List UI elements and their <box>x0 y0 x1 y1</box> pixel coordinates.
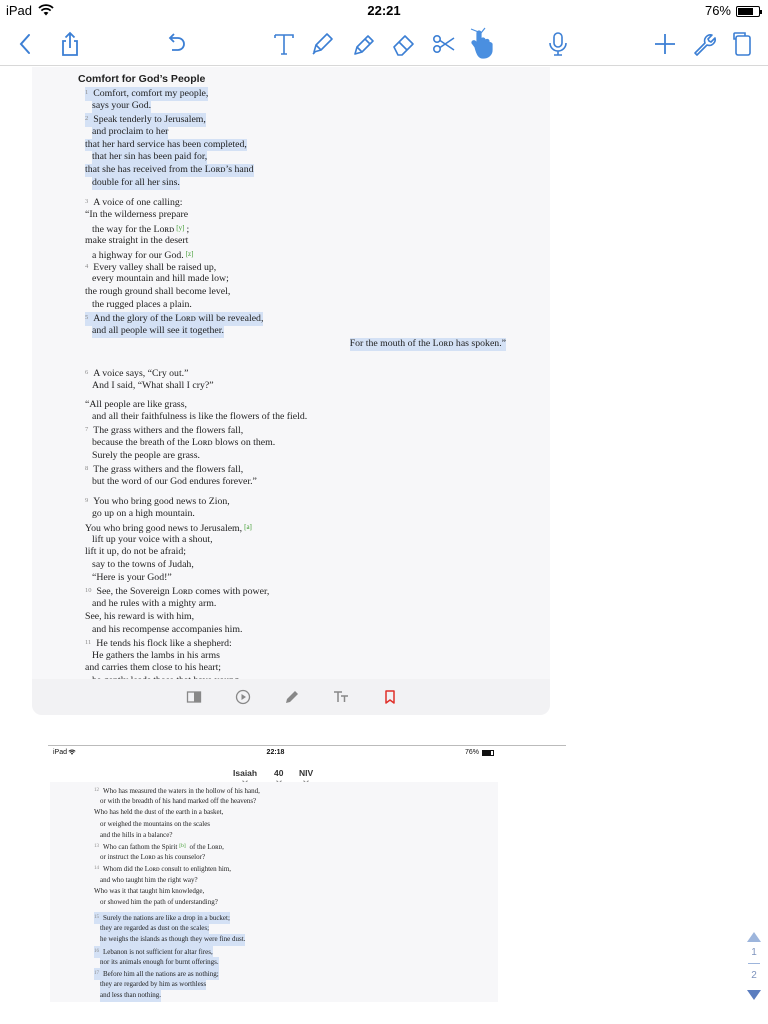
verse-text: that her hard service has been completed, <box>85 138 247 150</box>
verse-text: For the mouth of the Lᴏʀᴅ has spoken.” <box>349 337 506 349</box>
verse-text: and all their faithfulness is like the flowers of the field. <box>92 411 308 423</box>
highlighted-verse-line[interactable] <box>50 957 498 968</box>
verse-line[interactable] <box>32 508 550 521</box>
verse-line[interactable] <box>32 273 550 286</box>
verse-text: but the word of our God endures forever.” <box>92 475 257 487</box>
verse-line[interactable] <box>32 559 550 572</box>
undo-icon[interactable] <box>158 26 194 62</box>
highlighted-verse-line[interactable] <box>32 113 550 126</box>
verse-text: the way for the Lᴏʀᴅ <box>92 223 175 235</box>
verse-number: 4 <box>85 262 89 270</box>
verse-text: every mountain and hill made low; <box>92 273 229 285</box>
verse-line[interactable] <box>32 399 550 412</box>
footnote-link[interactable]: [z] <box>185 249 194 258</box>
highlighted-verse-line[interactable] <box>32 100 550 113</box>
verse-number: 3 <box>85 198 89 206</box>
verse-text: or showed him the path of understanding? <box>100 897 218 906</box>
current-page: 1 <box>751 947 757 958</box>
verse-text: and all people will see it together. <box>92 325 224 337</box>
verse-text: Comfort, comfort my people, <box>93 88 209 99</box>
passage-lines <box>50 785 498 1002</box>
verse-line[interactable] <box>50 796 498 807</box>
highlighted-verse-line[interactable] <box>50 979 498 990</box>
highlighter-icon[interactable] <box>346 26 382 62</box>
battery-icon <box>736 6 760 17</box>
section-heading: Comfort for God’s People <box>78 73 206 85</box>
clock: 22:21 <box>367 3 401 18</box>
verse-line[interactable] <box>32 476 550 489</box>
page-2-screenshot <box>48 745 566 1003</box>
verse-text: he weighs the islands as though they were fine dust. <box>100 935 246 944</box>
verse-text: Who can fathom the Spirit <box>103 842 178 851</box>
verse-line[interactable] <box>50 897 498 908</box>
verse-line[interactable] <box>32 450 550 463</box>
verse-number: 1 <box>85 89 89 96</box>
verse-line[interactable] <box>32 248 550 261</box>
verse-text: Lebanon is not sufficient for altar fires, <box>103 947 213 956</box>
reader-action-bar <box>32 679 550 715</box>
page-2-battery-percent: 76% <box>465 749 480 756</box>
verse-number: 12 <box>94 788 99 793</box>
verse-line[interactable] <box>32 286 550 299</box>
passage-isaiah-40-1-11 <box>32 67 550 679</box>
verse-text: and his recompense accompanies him. <box>92 623 243 635</box>
highlighted-verse-line[interactable] <box>32 139 550 152</box>
play-icon[interactable] <box>233 687 253 707</box>
verse-line[interactable] <box>50 807 498 818</box>
carrier-label: iPad <box>6 3 33 18</box>
book-name: Isaiah <box>233 768 258 778</box>
highlighted-verse-line[interactable] <box>32 312 550 325</box>
verse-line[interactable] <box>50 886 498 897</box>
footnote-link[interactable]: [a] <box>244 522 252 531</box>
verse-text: and less than nothing. <box>100 991 162 1000</box>
share-icon[interactable] <box>52 26 88 62</box>
highlighted-verse-line[interactable] <box>32 87 550 100</box>
verse-text: He gathers the lambs in his arms <box>92 649 220 661</box>
verse-text: Surely the people are grass. <box>92 450 201 462</box>
microphone-icon[interactable] <box>540 26 576 62</box>
pages-icon[interactable] <box>724 26 760 62</box>
verse-number: 16 <box>94 948 99 954</box>
verse-number: 13 <box>94 843 99 849</box>
verse-text: A voice of one calling: <box>93 197 183 209</box>
verse-text: Who was it that taught him knowledge, <box>94 886 205 895</box>
page-indicator <box>744 932 764 1002</box>
page-2-clock: 22:18 <box>266 749 285 756</box>
version-selector[interactable] <box>299 768 313 778</box>
verse-line[interactable] <box>50 841 498 852</box>
highlighted-verse-line[interactable] <box>32 325 550 338</box>
verse-line[interactable] <box>32 521 550 534</box>
verse-text: lift up your voice with a shout, <box>92 533 213 545</box>
verse-text: or weighed the mountains on the scales <box>100 819 211 828</box>
verse-number: 10 <box>85 587 92 595</box>
wrench-icon[interactable] <box>686 26 722 62</box>
verse-text: and the hills in a balance? <box>100 830 173 839</box>
verse-line[interactable] <box>50 852 498 863</box>
verse-text: Who has held the dust of the earth in a basket, <box>94 808 224 817</box>
verse-text: And the glory of the Lᴏʀᴅ will be revealed, <box>93 313 264 325</box>
verse-text: double for all her sins. <box>92 177 180 189</box>
passage-lines <box>32 87 550 688</box>
verse-text: Whom did the Lᴏʀᴅ consult to enlighten him, <box>103 865 232 874</box>
hand-pointer-icon[interactable] <box>462 26 498 62</box>
verse-text: they are regarded as dust on the scales; <box>100 924 210 933</box>
verse-line[interactable] <box>32 380 550 393</box>
footnote-link[interactable]: [y] <box>176 223 185 232</box>
verse-line[interactable] <box>32 624 550 637</box>
verse-number: 6 <box>85 368 89 376</box>
verse-text: and he rules with a mighty arm. <box>92 597 217 609</box>
verse-number: 8 <box>85 465 89 473</box>
verse-text: Surely the nations are like a drop in a bucket; <box>103 914 230 923</box>
verse-number: 17 <box>94 971 99 976</box>
verse-text: And I said, “What shall I cry?” <box>92 379 214 391</box>
book-selector[interactable] <box>233 768 257 778</box>
verse-text: and who taught him the right way? <box>100 875 198 884</box>
verse-line[interactable] <box>32 411 550 424</box>
verse-text: “All people are like grass, <box>85 398 188 410</box>
verse-text: lift it up, do not be afraid; <box>85 546 186 558</box>
stanza-gap <box>32 351 550 367</box>
verse-line[interactable] <box>50 875 498 886</box>
verse-text: that her sin has been paid for, <box>92 151 208 163</box>
verse-text: The grass withers and the flowers fall, <box>93 425 244 437</box>
highlighted-verse-line[interactable] <box>50 990 498 1001</box>
verse-text: He tends his flock like a shepherd: <box>96 637 232 649</box>
page-2-battery-icon <box>482 750 494 756</box>
verse-number: 14 <box>94 866 99 872</box>
verse-text: they are regarded by him as worthless <box>100 980 207 989</box>
verse-number: 2 <box>85 114 89 122</box>
verse-line[interactable] <box>32 222 550 235</box>
verse-line[interactable] <box>32 299 550 312</box>
highlighted-verse-line[interactable] <box>32 164 550 177</box>
text-size-icon[interactable] <box>331 687 351 707</box>
verse-line[interactable] <box>32 650 550 663</box>
back-icon[interactable] <box>8 26 44 62</box>
highlighted-verse-line[interactable] <box>32 338 550 351</box>
status-bar <box>0 0 768 22</box>
chapter-selector[interactable] <box>274 768 283 778</box>
verse-text: make straight in the desert <box>85 234 189 246</box>
verse-number: 5 <box>85 314 89 322</box>
verse-line[interactable] <box>32 546 550 559</box>
verse-text: You who bring good news to Zion, <box>93 495 230 507</box>
footnote-link[interactable]: [b] <box>179 842 186 849</box>
verse-line[interactable] <box>50 863 498 874</box>
verse-line[interactable] <box>32 437 550 450</box>
page-divider <box>748 963 760 964</box>
verse-text: that she has received from the Lᴏʀᴅ’s hand <box>85 164 254 176</box>
verse-text: say to the towns of Judah, <box>92 559 194 571</box>
verse-line[interactable] <box>32 662 550 675</box>
verse-text: says your God. <box>92 99 152 111</box>
page-2-status-bar <box>48 746 566 760</box>
highlighted-verse-line[interactable] <box>32 177 550 190</box>
verse-text: You who bring good news to Jerusalem, <box>85 522 243 534</box>
verse-line[interactable] <box>32 598 550 611</box>
verse-text: A voice says, “Cry out.” <box>93 367 189 379</box>
chapter-number: 40 <box>274 768 284 778</box>
annotation-toolbar <box>0 22 768 66</box>
add-icon[interactable] <box>647 26 683 62</box>
verse-line[interactable] <box>32 196 550 209</box>
verse-text-tail: ; <box>186 223 190 235</box>
battery-percent: 76% <box>704 3 731 18</box>
version-name: NIV <box>299 768 314 778</box>
verse-text: See, his reward is with him, <box>85 610 195 622</box>
highlighted-verse-line[interactable] <box>50 912 498 923</box>
eraser-icon[interactable] <box>386 26 422 62</box>
verse-line[interactable] <box>32 611 550 624</box>
verse-text: “Here is your God!” <box>92 572 172 584</box>
edit-pencil-icon[interactable] <box>282 687 302 707</box>
verse-text: Speak tenderly to Jerusalem, <box>93 113 206 125</box>
highlighted-verse-line[interactable] <box>50 923 498 934</box>
verse-line[interactable] <box>32 572 550 585</box>
verse-text: “In the wilderness prepare <box>85 209 189 221</box>
verse-text: Every valley shall be raised up, <box>93 261 217 273</box>
verse-text: and carries them close to his heart; <box>85 662 222 674</box>
highlighted-verse-line[interactable] <box>32 126 550 139</box>
passage-isaiah-40-12-17 <box>50 782 498 1002</box>
pen-icon[interactable] <box>304 26 340 62</box>
page-up-icon[interactable] <box>747 932 761 942</box>
page-1-screenshot <box>32 67 550 715</box>
lasso-scissors-icon[interactable] <box>426 26 462 62</box>
verse-line[interactable] <box>32 495 550 508</box>
verse-line[interactable] <box>32 235 550 248</box>
verse-text: nor its animals enough for burnt offerings. <box>100 957 219 966</box>
bookmark-icon[interactable] <box>380 687 400 707</box>
highlighted-verse-line[interactable] <box>50 968 498 979</box>
verse-line[interactable] <box>32 637 550 650</box>
verse-text: or with the breadth of his hand marked off the heavens? <box>100 797 257 806</box>
verse-line[interactable] <box>32 261 550 274</box>
text-tool-icon[interactable] <box>266 26 302 62</box>
verse-text: Before him all the nations are as nothing; <box>103 970 219 978</box>
verse-number: 11 <box>85 638 92 646</box>
highlighted-verse-line[interactable] <box>32 151 550 164</box>
highlighted-verse-line[interactable] <box>50 946 498 957</box>
page-down-icon[interactable] <box>747 990 761 1000</box>
verse-line[interactable] <box>32 585 550 598</box>
verse-line[interactable] <box>50 819 498 830</box>
verse-text: the rough ground shall become level, <box>85 286 231 298</box>
verse-text: the rugged places a plain. <box>92 299 192 311</box>
verse-line[interactable] <box>32 534 550 547</box>
verse-line[interactable] <box>50 830 498 841</box>
verse-text: go up on a high mountain. <box>92 507 195 519</box>
page-2-carrier: iPad <box>53 749 68 756</box>
verse-line[interactable] <box>50 785 498 796</box>
verse-text: and proclaim to her <box>92 125 169 137</box>
verse-text: because the breath of the Lᴏʀᴅ blows on them. <box>92 437 276 449</box>
verse-number: 9 <box>85 496 89 504</box>
verse-line[interactable] <box>32 209 550 222</box>
book-icon[interactable] <box>184 687 204 707</box>
verse-text: See, the Sovereign Lᴏʀᴅ comes with power, <box>96 586 270 598</box>
verse-text-tail: of the Lᴏʀᴅ, <box>187 842 224 851</box>
verse-line[interactable] <box>32 424 550 437</box>
verse-line[interactable] <box>32 367 550 380</box>
verse-text: a highway for our God. <box>92 249 184 261</box>
verse-number: 15 <box>94 915 99 921</box>
verse-text: or instruct the Lᴏʀᴅ as his counselor? <box>100 853 206 862</box>
highlighted-verse-line[interactable] <box>50 934 498 945</box>
verse-number: 7 <box>85 426 89 434</box>
total-pages: 2 <box>751 970 757 981</box>
verse-line[interactable] <box>32 463 550 476</box>
verse-text: The grass withers and the flowers fall, <box>93 464 244 476</box>
verse-text: Who has measured the waters in the hollow of his hand, <box>103 787 260 795</box>
